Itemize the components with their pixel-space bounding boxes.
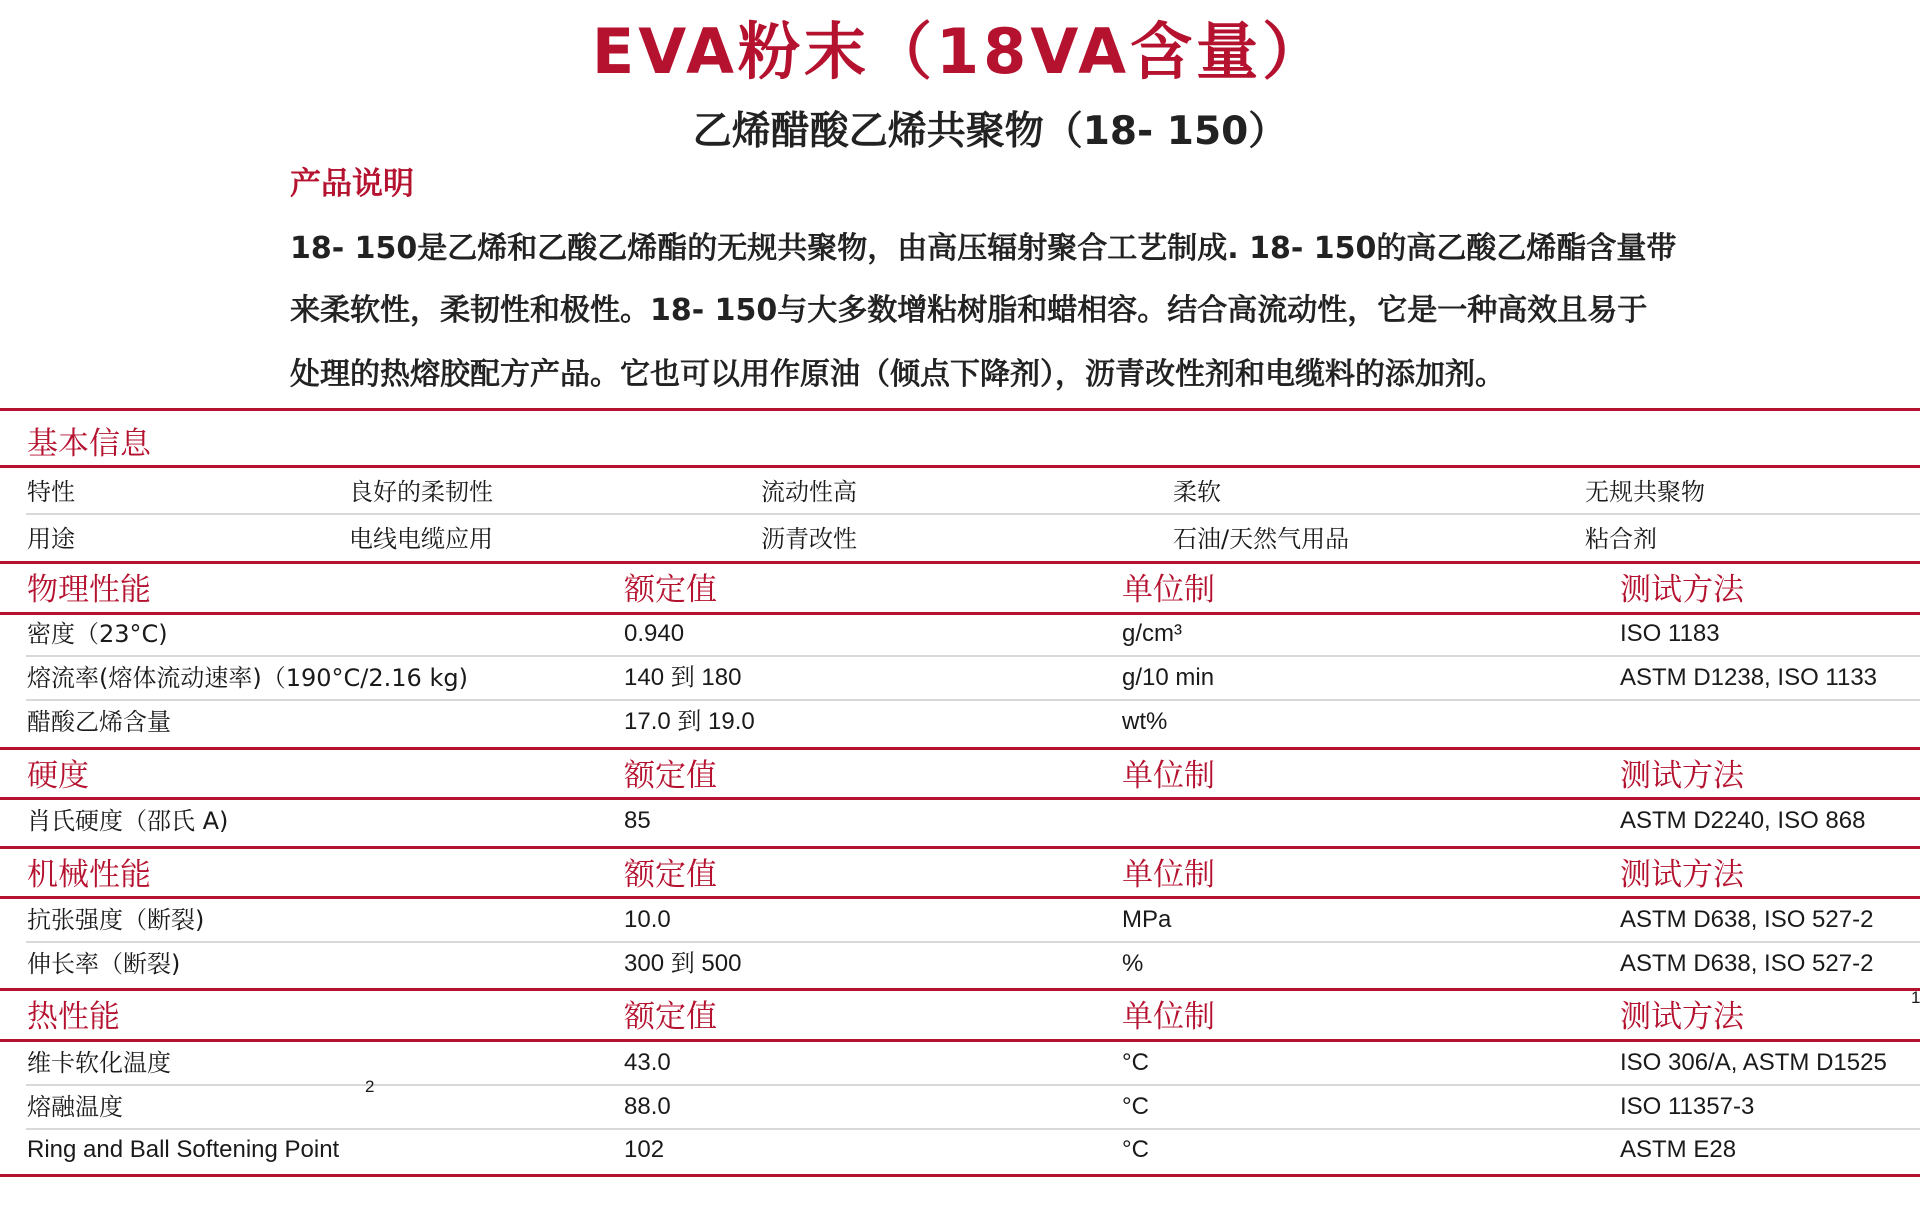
table-cell-property: 密度（23°C) <box>27 620 168 648</box>
table-cell-method: ISO 11357-3 <box>1620 1093 1755 1120</box>
table-cell-method: ASTM D638, ISO 527-2 <box>1620 950 1874 977</box>
hardness-header-method: 测试方法 <box>1620 758 1744 794</box>
table-cell-property: 熔融温度 <box>27 1093 123 1121</box>
section-rule <box>0 797 1920 800</box>
row-divider <box>26 655 1920 657</box>
row-divider <box>26 941 1920 943</box>
mechanical-header-property: 机械性能 <box>27 857 151 893</box>
mechanical-header-method: 测试方法 <box>1620 857 1744 893</box>
mechanical-header-unit: 单位制 <box>1122 857 1215 893</box>
footnote-mark: 2 <box>365 1077 375 1096</box>
table-cell-property: 维卡软化温度 <box>27 1049 171 1077</box>
section-rule <box>0 988 1920 991</box>
description-line: 来柔软性，柔韧性和极性。18- 150与大多数增粘树脂和蜡相容。结合高流动性，它是一种高效且易于 <box>290 293 1648 328</box>
physical-header-property: 物理性能 <box>27 572 151 608</box>
table-cell-unit: °C <box>1122 1136 1149 1163</box>
physical-header-value: 额定值 <box>624 572 717 608</box>
table-cell-method: ISO 306/A, ASTM D1525 <box>1620 1049 1887 1076</box>
footnote-mark: 1 <box>1911 988 1920 1007</box>
row-divider <box>26 513 1920 515</box>
table-cell-value: 17.0 到 19.0 <box>624 708 755 735</box>
page-subtitle: 乙烯醋酸乙烯共聚物（18- 150） <box>692 109 1288 154</box>
table-cell-property: 肖氏硬度（邵氏 A) <box>27 807 229 835</box>
table-cell-value: 88.0 <box>624 1093 671 1120</box>
table-cell-value: 140 到 180 <box>624 664 742 691</box>
section-rule <box>0 561 1920 564</box>
description-line: 处理的热熔胶配方产品。它也可以用作原油（倾点下降剂），沥青改性剂和电缆料的添加剂。 <box>290 357 1505 392</box>
table-cell-method: ASTM E28 <box>1620 1136 1737 1163</box>
basic-info-value: 沥青改性 <box>761 525 857 553</box>
section-rule <box>0 896 1920 899</box>
table-cell-method: ASTM D638, ISO 527-2 <box>1620 906 1874 933</box>
page-title: EVA粉末（18VA含量） <box>591 15 1329 88</box>
section-rule <box>0 465 1920 468</box>
table-cell-unit: g/10 min <box>1122 664 1215 691</box>
table-cell-unit: °C <box>1122 1093 1149 1120</box>
thermal-header-method: 测试方法 <box>1620 999 1744 1035</box>
mechanical-header-value: 额定值 <box>624 857 717 893</box>
table-cell-property: 伸长率（断裂) <box>27 950 181 978</box>
basic-info-value: 石油/天然气用品 <box>1173 525 1350 553</box>
table-cell-method: ASTM D2240, ISO 868 <box>1620 807 1866 834</box>
physical-header-method: 测试方法 <box>1620 572 1744 608</box>
table-cell-property: Ring and Ball Softening Point <box>27 1136 340 1163</box>
description-line: 18- 150是乙烯和乙酸乙烯酯的无规共聚物，由高压辐射聚合工艺制成. 18- 150的高乙酸乙烯酯含量带 <box>290 231 1677 266</box>
table-cell-value: 85 <box>624 807 651 834</box>
table-cell-property: 醋酸乙烯含量 <box>27 708 171 736</box>
section-rule <box>0 846 1920 849</box>
table-cell-unit: MPa <box>1122 906 1172 933</box>
table-cell-unit: °C <box>1122 1049 1149 1076</box>
basic-info-label: 用途 <box>27 525 75 553</box>
thermal-header-value: 额定值 <box>624 999 717 1035</box>
physical-header-unit: 单位制 <box>1122 572 1215 608</box>
thermal-header-property: 热性能 <box>27 999 120 1035</box>
hardness-header-property: 硬度 <box>27 758 89 794</box>
hardness-header-value: 额定值 <box>624 758 717 794</box>
row-divider <box>26 1128 1920 1130</box>
hardness-header-unit: 单位制 <box>1122 758 1215 794</box>
row-divider <box>26 1084 1920 1086</box>
basic-info-value: 流动性高 <box>761 478 857 506</box>
table-cell-value: 102 <box>624 1136 665 1163</box>
basic-info-value: 柔软 <box>1173 478 1221 506</box>
table-cell-value: 43.0 <box>624 1049 671 1076</box>
basic-info-value: 良好的柔韧性 <box>349 478 493 506</box>
table-cell-property: 抗张强度（断裂) <box>27 906 205 934</box>
row-divider <box>26 699 1920 701</box>
section-rule <box>0 408 1920 411</box>
basic-info-heading: 基本信息 <box>27 426 151 462</box>
table-cell-value: 0.940 <box>624 620 685 647</box>
table-cell-method: ISO 1183 <box>1620 620 1720 647</box>
table-cell-property: 熔流率(熔体流动速率)（190°C/2.16 kg) <box>27 664 468 692</box>
table-cell-value: 300 到 500 <box>624 950 742 977</box>
table-cell-unit: % <box>1122 950 1144 977</box>
section-rule <box>0 1174 1920 1177</box>
basic-info-value: 无规共聚物 <box>1585 478 1705 506</box>
thermal-header-unit: 单位制 <box>1122 999 1215 1035</box>
basic-info-value: 粘合剂 <box>1585 525 1657 553</box>
table-cell-value: 10.0 <box>624 906 671 933</box>
table-cell-unit: g/cm³ <box>1122 620 1182 647</box>
table-cell-unit: wt% <box>1122 708 1168 735</box>
basic-info-value: 电线电缆应用 <box>349 525 493 553</box>
basic-info-label: 特性 <box>27 478 75 506</box>
table-cell-method: ASTM D1238, ISO 1133 <box>1620 664 1878 691</box>
description-heading: 产品说明 <box>290 166 414 202</box>
section-rule <box>0 1039 1920 1042</box>
section-rule <box>0 612 1920 615</box>
section-rule <box>0 747 1920 750</box>
